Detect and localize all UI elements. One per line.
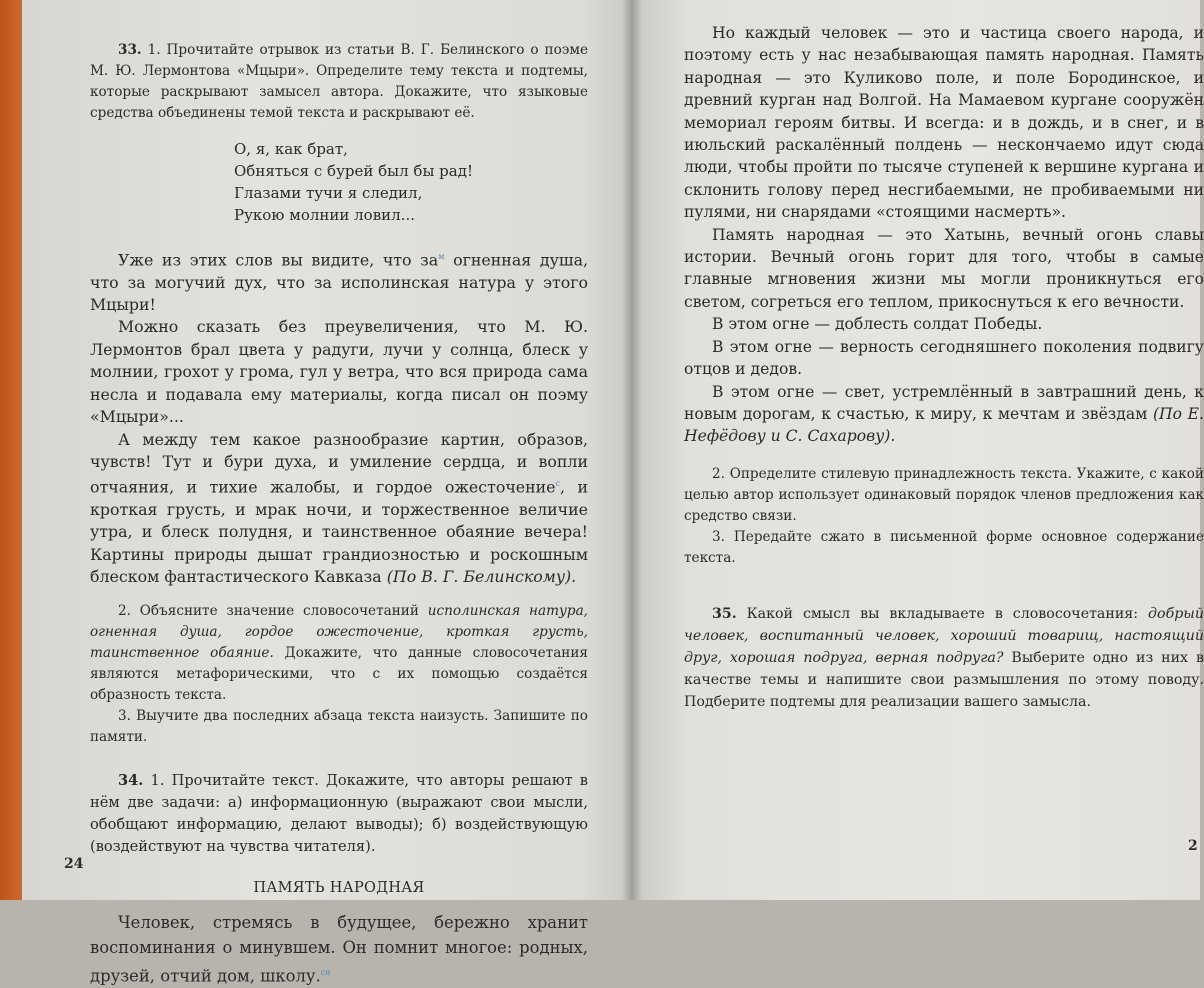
task-phrases: исполинская натура, огненная душа, гордое ожесточение, кроткая грусть, таинственное обаяние. xyxy=(90,602,589,661)
exercise-34-task-3: 3. Передайте сжато в письменной форме основное содержание текста. xyxy=(684,528,1204,566)
paragraph-text: А между тем какое разнообразие картин, образов, чувств! Тут и бури духа, и умиление сердца, и вопли отчаяния, и тихие жалобы, и гордое ожесточение xyxy=(90,429,588,497)
exercise-34-text: 1. Прочитайте текст. Докажите, что авторы решают в нём две задачи: а) информационную (выражают свои мысли, обобщают информацию, делают выводы); б) воздействующую (воздействуют на чувства читателя). xyxy=(90,771,589,855)
pencil-mark: с xyxy=(555,479,561,489)
exercise-35-intro: Какой смысл вы вкладываете в словосочетания: xyxy=(746,605,1139,622)
poem-line: Обняться с бурей был бы рад! xyxy=(234,162,473,180)
paragraph-text: Человек, стремясь в будущее, бережно хранит воспоминания о минувшем. Он помнит многое: родных, друзей, отчий дом, школу. xyxy=(90,912,588,986)
source-citation: (По В. Г. Белинскому). xyxy=(386,567,577,587)
book-gutter xyxy=(622,0,642,900)
pencil-mark: м xyxy=(438,252,445,261)
page-number-right: 2 xyxy=(1188,838,1198,854)
exercise-34-task-1 xyxy=(90,770,588,858)
pencil-mark: сн xyxy=(320,967,331,977)
task-text: Докажите, что данные словосочетания являются метафорическими, что с их помощью создаётся образность текста. xyxy=(90,644,588,703)
memory-paragraph-6 xyxy=(684,381,1204,448)
right-page xyxy=(632,0,1204,900)
poem-line: О, я, как брат, xyxy=(234,140,348,158)
poem-line: Глазами тучи я следил, xyxy=(234,184,423,202)
belinsky-paragraph-3 xyxy=(90,429,588,589)
memory-paragraph-5: В этом огне — верность сегодняшнего поколения подвигу отцов и дедов. xyxy=(684,337,1204,379)
exercise-35 xyxy=(684,603,1204,713)
belinsky-paragraph-1 xyxy=(90,246,588,316)
left-page xyxy=(22,0,632,986)
poem-line: Рукою молнии ловил... xyxy=(234,206,415,224)
paragraph-text: В этом огне — свет, устремлённый в завтрашний день, к новым дорогам, к счастью, к миру, к мечтам и звёздам xyxy=(684,382,1204,423)
memory-paragraph-3: Память народная — это Хатынь, вечный огонь славы истории. Вечный огонь горит для того, чтобы в самые главные мгновения жизни мы могли проникнуться его светом, согреться его теплом, прикоснуться к его вечности. xyxy=(684,225,1204,311)
exercise-33-text: 1. Прочитайте отрывок из статьи В. Г. Белинского о поэме М. Ю. Лермонтова «Мцыри». Определите тему текста и подтемы, которые раскрывают замысел автора. Докажите, что языковые средства объединены темой текста и раскрывают её. xyxy=(90,42,588,121)
memory-paragraph-2: Но каждый человек — это и частица своего народа, и поэтому есть у нас незабывающая память народная. Память народная — это Куликово поле, и поле Бородинское, и древний курган над Волгой. На Мамаевом кургане сооружён мемориал героям битвы. И всегда: и в дождь, и в снег, и в июльский раскалённый полдень — нескончаемо идут сюда люди, чтобы пройти по тысяче ступеней к вершине кургана и склонить голову перед несгибаемыми, не пробиваемыми ни пулями, ни снарядами «стоящими насмерть». xyxy=(684,24,1204,222)
paragraph-text: Уже из этих слов вы видите, что за xyxy=(118,250,439,270)
source-citation: (По Е. Нефёдову и С. Сахарову). xyxy=(684,404,1204,446)
memory-paragraph-4: В этом огне — доблесть солдат Победы. xyxy=(712,315,1043,334)
task-text: 2. Объясните значение словосочетаний xyxy=(118,602,419,619)
poem-excerpt xyxy=(234,138,588,226)
exercise-33-task-2 xyxy=(90,601,588,706)
paragraph-text: огненная душа, что за могучий дух, что за исполинская натура у этого Мцыри! xyxy=(90,250,589,315)
exercise-34-task-2: 2. Определите стилевую принадлежность текста. Укажите, с какой целью автор использует одинаковый порядок членов предложения как средство связи. xyxy=(684,465,1204,524)
memory-paragraph-1 xyxy=(90,910,588,988)
paragraph-text: , и кроткая грусть, и мрак ночи, и торжественное величие утра, и блеск полудня, и таинственное обаяние вечера! Картины природы дышат грандиозностью и роскошным блеском фантастического Кавказа xyxy=(90,477,588,587)
page-number-left: 24 xyxy=(64,856,84,872)
exercise-33-task-3: 3. Выучите два последних абзаца текста наизусть. Запишите по памяти. xyxy=(90,707,588,745)
exercise-34-number: 34. xyxy=(118,771,144,789)
exercise-33-number: 33. xyxy=(118,42,142,58)
exercise-33-task-1 xyxy=(90,40,588,124)
exercise-35-phrases: добрый человек, воспитанный человек, хороший товарищ, настоящий друг, хорошая подруга, верная подруга? xyxy=(684,605,1204,666)
belinsky-paragraph-2: Можно сказать без преувеличения, что М. Ю. Лермонтов брал цвета у радуги, лучи у солнца, блеск у молнии, грохот у грома, гул у ветра, что вся природа сама несла и подавала ему материалы, когда писал он поэму «Мцыри»... xyxy=(90,317,588,427)
exercise-35-text: Выберите одно из них в качестве темы и напишите свои размышления по этому поводу. Подберите подтемы для реализации вашего замысла. xyxy=(684,649,1204,710)
exercise-35-number: 35. xyxy=(712,605,737,622)
text-heading: ПАМЯТЬ НАРОДНАЯ xyxy=(253,879,425,896)
